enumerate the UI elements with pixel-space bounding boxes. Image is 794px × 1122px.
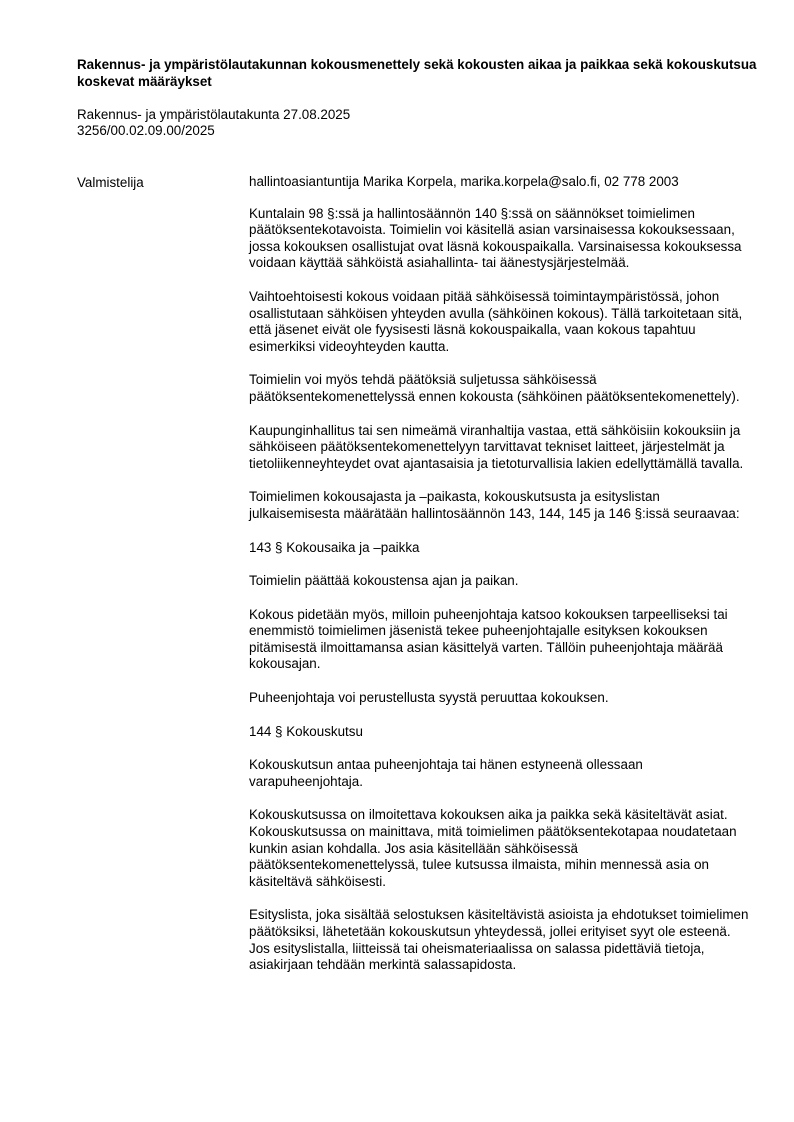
paragraph: Toimielin voi myös tehdä päätöksiä suljetussa sähköisessä päätöksentekomenettelyssä ennen kokousta (sähköinen päätöksentekomenettely). [249, 372, 740, 404]
paragraph: Vaihtoehtoisesti kokous voidaan pitää sähköisessä toimintaympäristössä, johon osallistutaan sähköisen yhteyden avulla (sähköinen kokous). Tällä tarkoitetaan sitä, että jäsenet eivät ole fyysisesti läsnä kokouspaikalla, vaan kokous tapahtuu esimerkiksi videoyhteyden kautta. [249, 288, 743, 354]
meeting-info [77, 107, 350, 139]
document-body [249, 174, 749, 991]
paragraph: Esityslista, joka sisältää selostuksen käsiteltävistä asioista ja ehdotukset toimielimen päätöksiksi, lähetetään kokouskutsun yhteydessä, jollei erityiset syyt ole esteenä. Jos esityslistalla, liitteissä tai oheismateriaalissa on salassa pidettäviä tietoja, asiakirjaan tehdään merkintä salassapidosta. [249, 907, 749, 973]
paragraph: Kokouskutsussa on ilmoitettava kokouksen aika ja paikka sekä käsiteltävät asiat. Kokouskutsussa on mainittava, mitä toimielimen päätöksentekotapaa noudatetaan kunkin asian kohdalla. Jos asia käsitellään sähköisessä päätöksentekomenettelyssä, tulee kutsussa ilmaista, mihin mennessä asia on käsiteltävä sähköisesti. [249, 807, 737, 889]
paragraph: Kokouskutsun antaa puheenjohtaja tai hänen estyneenä ollessaan varapuheenjohtaja. [249, 757, 643, 789]
paragraph: Toimielin päättää kokoustensa ajan ja paikan. [249, 573, 519, 589]
preparer-info: hallintoasiantuntija Marika Korpela, marika.korpela@salo.fi, 02 778 2003 [249, 174, 679, 189]
paragraph: Toimielimen kokousajasta ja –paikasta, kokouskutsusta ja esityslistan julkaisemisesta määrätään hallintosäännön 143, 144, 145 ja 146 §:issä seuraavaa: [249, 489, 740, 521]
section-heading: 143 § Kokousaika ja –paikka [249, 539, 420, 555]
document-title: Rakennus- ja ympäristölautakunnan kokousmenettely sekä kokousten aikaa ja paikkaa sekä kokouskutsua koskevat määräykset [77, 57, 757, 89]
paragraph: Puheenjohtaja voi perustellusta syystä peruuttaa kokouksen. [249, 690, 609, 706]
meeting-line: Rakennus- ja ympäristölautakunta 27.08.2025 [77, 107, 351, 122]
preparer-label: Valmistelija [77, 175, 144, 190]
reference-number: 3256/00.02.09.00/2025 [77, 123, 215, 138]
paragraph: Kokous pidetään myös, milloin puheenjohtaja katsoo kokouksen tarpeelliseksi tai enemmistö toimielimen jäsenistä tekee puheenjohtajalle esityksen kokouksen pitämisestä ilmoittamansa asian käsittelyä varten. Tällöin puheenjohtaja määrää kokousajan. [249, 606, 728, 672]
paragraph: Kuntalain 98 §:ssä ja hallintosäännön 140 §:ssä on säännökset toimielimen päätöksentekotavoista. Toimielin voi käsitellä asian varsinaisessa kokouksessaan, jossa kokouksen osallistujat ovat läsnä kokouspaikalla. Varsinaisessa kokouksessa voidaan käyttää sähköistä asiahallinta- tai äänestysjärjestelmää. [249, 205, 742, 271]
section-heading: 144 § Kokouskutsu [249, 723, 363, 739]
paragraph: Kaupunginhallitus tai sen nimeämä viranhaltija vastaa, että sähköisiin kokouksiin ja sähköiseen päätöksentekomenettelyyn tarvittavat tekniset laitteet, järjestelmät ja tietoliikenneyhteydet ovat ajantasaisia ja tietoturvallisia lakien edellyttämällä tavalla. [249, 422, 744, 471]
